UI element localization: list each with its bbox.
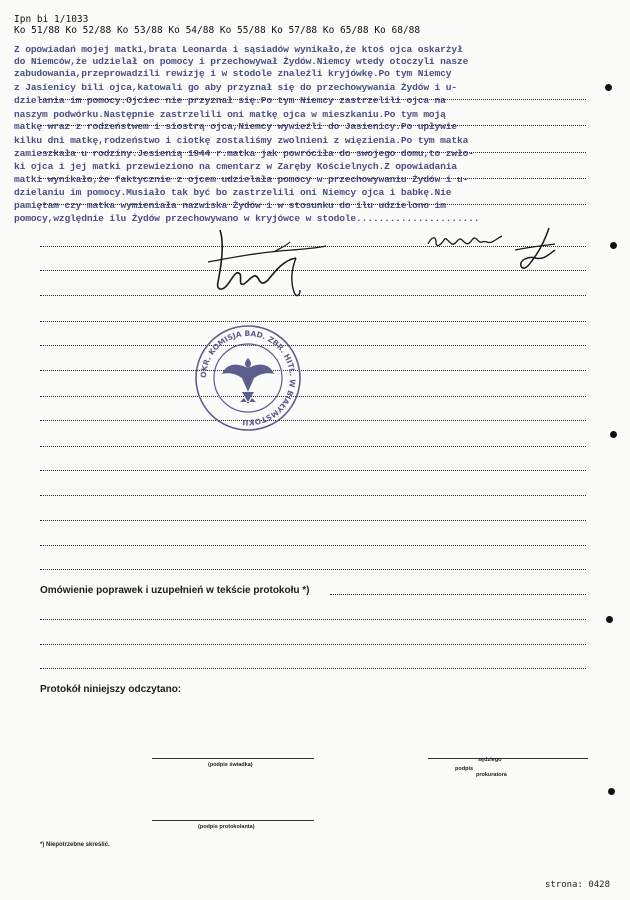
ruled-line: [40, 420, 586, 421]
ruled-line: [40, 152, 586, 153]
footnote: *) Niepotrzebne skreślić.: [40, 842, 110, 848]
eagle-icon: [222, 358, 274, 404]
testimony-line: kilku dni matkę,rodzeństwo i ciotkę zostaliśmy zwolnieni z więzienia.Po tym matka: [14, 135, 469, 146]
punch-hole: [608, 788, 615, 795]
witness-signature-label: (podpis świadka): [208, 762, 253, 768]
punch-hole: [610, 431, 617, 438]
punch-hole: [606, 616, 613, 623]
ruled-line: [40, 446, 586, 447]
page-number: strona: 0428: [544, 880, 610, 890]
ruled-line: [40, 204, 586, 205]
testimony-line: zamieszkała u rodziny.Jesienią 1944 r.matka jak powróciła do swojego domu,to zwło-: [14, 148, 474, 159]
read-label: Protokół niniejszy odczytano:: [40, 684, 182, 695]
testimony-line: pamiętam czy matka wymieniała nazwiska Żydów i w stosunku do ilu udzielono im: [14, 200, 446, 211]
testimony-line: Z opowiadań mojej matki,brata Leonarda i sąsiadów wynikało,że ktoś ojca oskarżył: [14, 44, 463, 55]
ruled-line: [40, 545, 586, 546]
testimony-line: pomocy,względnie ilu Żydów przechowywano w kryjówce w stodole......................: [14, 213, 480, 224]
corrections-label: Omówienie poprawek i uzupełnień w tekście protokołu *): [40, 585, 310, 596]
testimony-line: matki wynikało,że faktycznie z ojcem udzielała pomocy w przechowywaniu Żydów i u-: [14, 174, 469, 185]
punch-hole: [605, 84, 612, 91]
recorder-handwritten-signature: [424, 228, 504, 252]
official-handwritten-signature: [505, 226, 565, 276]
ruled-line: [40, 470, 586, 471]
testimony-line: z Jasienicy bili ojca,katowali go aby przyznał się do przechowywania Żydów i u-: [14, 82, 457, 93]
ruled-line: [40, 345, 586, 346]
testimony-line: do Niemców,że udzielał on pomocy i przechowywał Żydów.Niemcy wtedy otoczyli nasze: [14, 56, 469, 67]
official-signature-line: [428, 758, 588, 759]
testimony-line: matkę wraz z rodzeństwem i siostrą ojca,Niemcy wywieźli do Jasienicy.Po upływie: [14, 121, 457, 132]
ruled-line: [40, 495, 586, 496]
ruled-line: [40, 520, 586, 521]
witness-signature-line: [152, 758, 314, 759]
archive-reference: Ipn bi 1/1033: [14, 14, 89, 25]
ruled-line: [40, 396, 586, 397]
ruled-line: [40, 321, 586, 322]
stamp-ring-text: OKR. KOMISJA BAD. ZBR. HITL. W BIAŁYMSTOKU: [198, 328, 298, 428]
testimony-line: dzielania im pomocy.Ojciec nie przyznał się.Po tym Niemcy zastrzelili ojca na: [14, 95, 446, 106]
judge-label: sędziego: [478, 757, 502, 763]
ruled-line: [40, 99, 586, 100]
testimony-line: ki ojca i jej matki przewieziono na cmentarz w Zaręby Kościelnych.Z opowiadania: [14, 161, 457, 172]
testimony-line: naszym podwórku.Następnie zastrzelili oni matkę ojca w mieszkaniu.Po tym moją: [14, 109, 446, 120]
ruled-line: [40, 644, 586, 645]
official-stamp: [192, 322, 304, 434]
ruled-line: [40, 569, 586, 570]
testimony-line: dzielaniu im pomocy.Musiało tak być bo zastrzelili oni Niemcy ojca i babkę.Nie: [14, 187, 452, 198]
ruled-line: [40, 619, 586, 620]
file-references: Ko 51/88 Ko 52/88 Ko 53/88 Ko 54/88 Ko 55/88 Ko 57/88 Ko 65/88 Ko 68/88: [14, 25, 421, 36]
recorder-signature-line: [152, 820, 314, 821]
ruled-line: [40, 178, 586, 179]
witness-handwritten-signature: [200, 222, 330, 302]
ruled-line: [40, 125, 586, 126]
prosecutor-label: prokuratora: [476, 772, 507, 778]
official-prefix: podpis: [455, 766, 474, 772]
punch-hole: [610, 242, 617, 249]
testimony-line: zabudowania,przeprowadzili rewizję i w stodole znaleźli kryjówkę.Po tym Niemcy: [14, 68, 452, 79]
ruled-line: [40, 370, 586, 371]
ruled-line: [40, 668, 586, 669]
recorder-signature-label: (podpis protokolanta): [198, 824, 255, 830]
ruled-line: [330, 594, 586, 595]
